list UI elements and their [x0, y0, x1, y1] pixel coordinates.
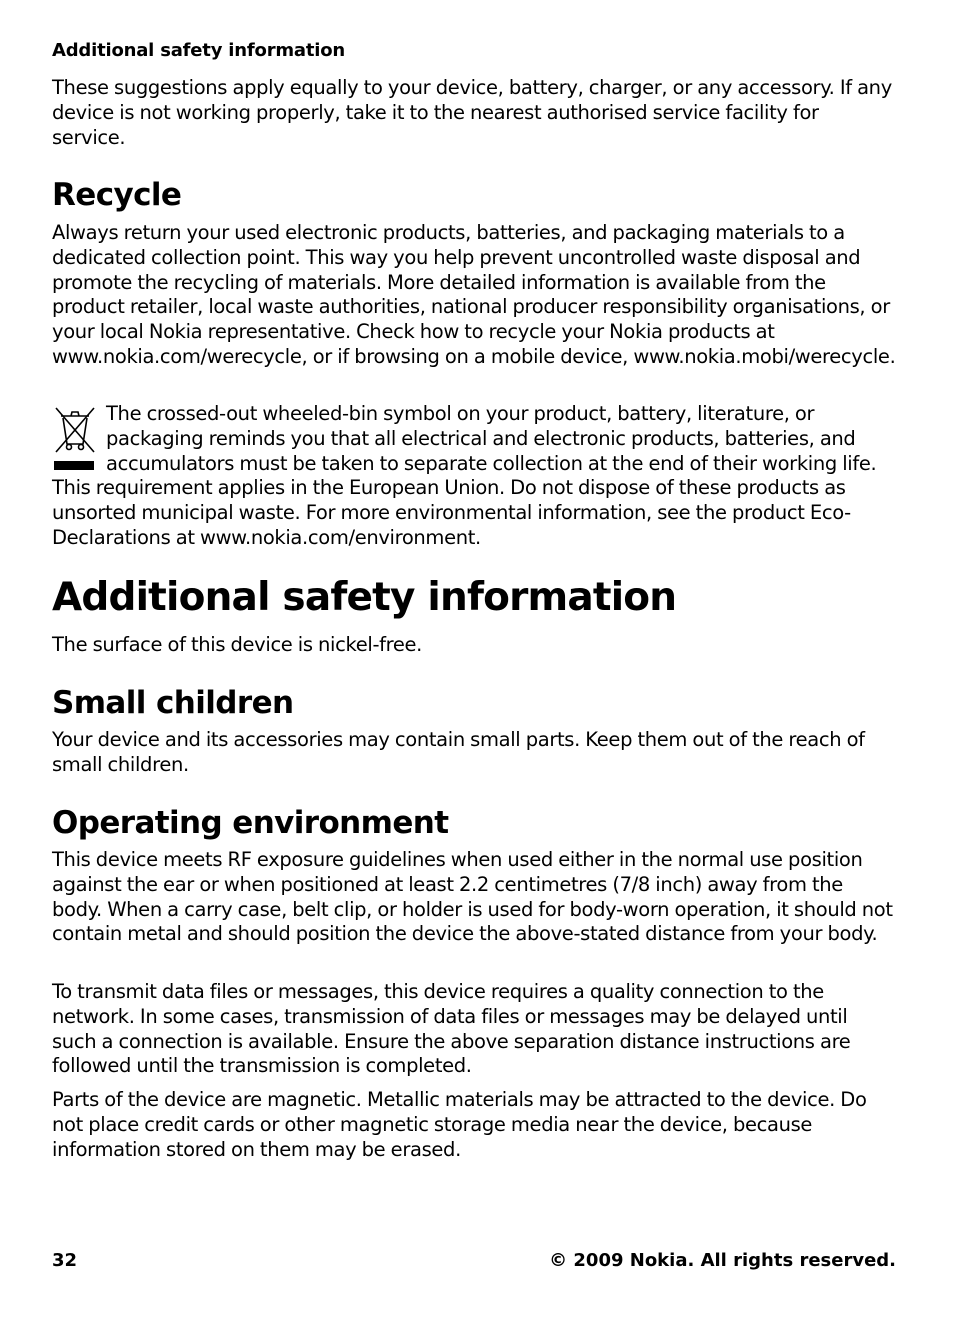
operating-environment-paragraph-3: Parts of the device are magnetic. Metallic materials may be attracted to the device. Do not place credit cards or other magnetic storage media near the device, because information stored on them may be erased. — [52, 1088, 867, 1161]
running-header: Additional safety information — [52, 40, 346, 61]
operating-environment-paragraph-2: To transmit data files or messages, this device requires a quality connection to the network. In some cases, transmission of data files or messages may be delayed until such a connection is available. Ensure the above separation distance instructions are followed until the transmission is completed. — [52, 980, 851, 1078]
intro-paragraph: These suggestions apply equally to your device, battery, charger, or any accessory. If any device is not working properly, take it to the nearest authorised service facility for service. — [52, 76, 892, 149]
bin-note-text: The crossed-out wheeled-bin symbol on your product, battery, literature, or packaging reminds you that all electrical and electronic products, batteries, and accumulators must be taken to separate collection at the end of their working life. This requirement applies in the European Union. Do not dispose of these products as unsorted municipal waste. For more environmental information, see the product Eco-Declarations at www.nokia.com/environment. — [52, 402, 877, 549]
crossed-out-wheeled-bin-icon — [52, 404, 98, 476]
safety-paragraph: The surface of this device is nickel-free. — [52, 633, 423, 656]
small-children-heading: Small children — [52, 685, 294, 721]
safety-heading: Additional safety information — [52, 575, 677, 620]
recycle-heading: Recycle — [52, 177, 182, 213]
small-children-paragraph: Your device and its accessories may contain small parts. Keep them out of the reach of small children. — [52, 728, 865, 776]
operating-environment-paragraph-1: This device meets RF exposure guidelines when used either in the normal use position against the ear or when positioned at least 2.2 centimetres (7/8 inch) away from the body. When a carry case, belt clip, or holder is used for body-worn operation, it should not contain metal and should position the device the above-stated distance from your body. — [52, 848, 893, 946]
page-number: 32 — [52, 1250, 78, 1271]
operating-environment-heading: Operating environment — [52, 805, 449, 841]
bin-note — [52, 402, 896, 551]
copyright: © 2009 Nokia. All rights reserved. — [549, 1250, 896, 1271]
recycle-paragraph: Always return your used electronic products, batteries, and packaging materials to a dedicated collection point. This way you help prevent uncontrolled waste disposal and promote the recycling of materials. More detailed information is available from the product retailer, local waste authorities, national producer responsibility organisations, or your local Nokia representative. Check how to recycle your Nokia products at www.nokia.com/werecycle, or if browsing on a mobile device, www.nokia.mobi/werecycle. — [52, 221, 896, 368]
